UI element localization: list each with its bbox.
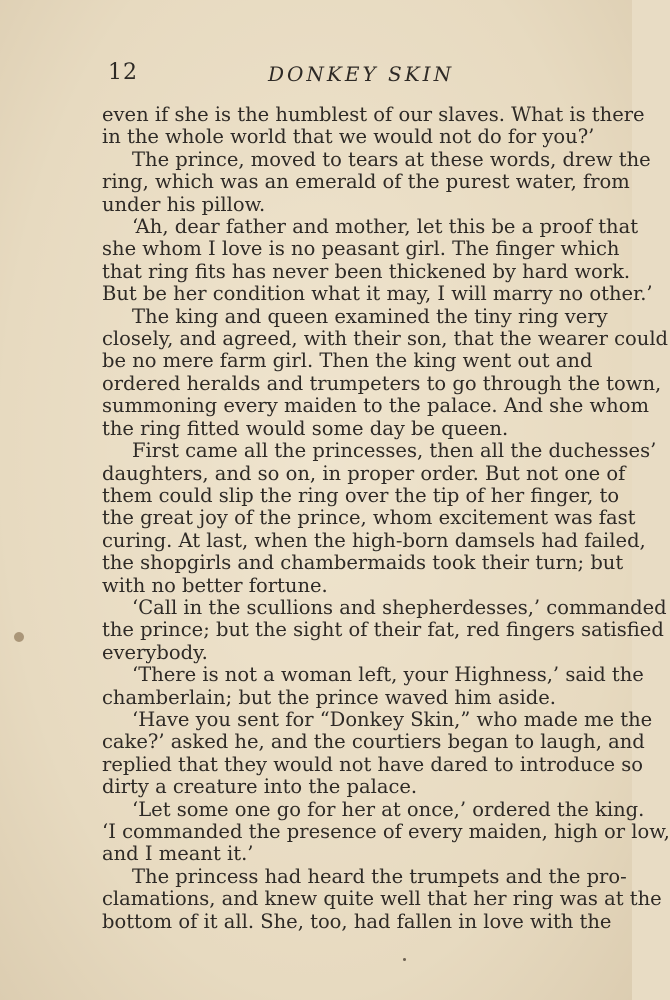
text-line: clamations, and knew quite well that her ring was at the [102, 887, 662, 911]
paper-stain [14, 632, 24, 642]
page-number: 12 [108, 60, 138, 85]
page-header [108, 60, 568, 92]
text-line: ordered heralds and trumpeters to go through the town, [102, 371, 662, 395]
body-text [102, 103, 670, 933]
text-line: The princess had heard the trumpets and the pro- [132, 864, 627, 888]
text-line: the prince; but the sight of their fat, red fingers satisfied [102, 618, 664, 642]
text-line: ‘Have you sent for “Donkey Skin,” who made me the [132, 707, 653, 731]
text-line: ‘There is not a woman left, your Highness,’ said the [132, 663, 644, 687]
text-line: that ring fits has never been thickened by hard work. [102, 259, 631, 283]
ink-speck [403, 958, 406, 961]
text-line: daughters, and so on, in proper order. But not one of [102, 461, 626, 485]
text-line: bottom of it all. She, too, had fallen in love with the [102, 909, 612, 933]
text-line: ‘I commanded the presence of every maiden, high or low, [102, 820, 670, 843]
text-line: The prince, moved to tears at these words, drew the [132, 147, 651, 171]
text-line: replied that they would not have dared to introduce so [102, 752, 643, 776]
text-line: dirty a creature into the palace. [102, 775, 418, 799]
text-line: But be her condition what it may, I will marry no other.’ [102, 282, 653, 306]
text-line: ‘Let some one go for her at once,’ ordered the king. [132, 797, 645, 821]
text-line: the great joy of the prince, whom excitement was fast [102, 506, 636, 530]
text-line: in the whole world that we would not do for you?’ [102, 125, 595, 149]
text-line: First came all the princesses, then all the duchesses’ [132, 439, 657, 463]
text-line: with no better fortune. [102, 573, 328, 597]
text-line: cake?’ asked he, and the courtiers began to laugh, and [102, 730, 645, 754]
text-line: she whom I love is no peasant girl. The finger which [102, 237, 620, 261]
text-line: even if she is the humblest of our slaves. What is there [102, 103, 645, 126]
text-line: them could slip the ring over the tip of her finger, to [102, 483, 620, 507]
text-line: everybody. [102, 640, 208, 664]
text-line: closely, and agreed, with their son, that the wearer could [102, 327, 669, 351]
text-line: curing. At last, when the high-born damsels had failed, [102, 528, 646, 552]
text-line: The king and queen examined the tiny ring very [132, 304, 608, 328]
text-line: under his pillow. [102, 192, 266, 216]
text-line: be no mere farm girl. Then the king went out and [102, 349, 593, 373]
running-title: DONKEY SKIN [268, 62, 455, 86]
text-line: ‘Ah, dear father and mother, let this be a proof that [132, 215, 639, 239]
text-line: the shopgirls and chambermaids took their turn; but [102, 551, 624, 575]
text-line: ‘Call in the scullions and shepherdesses,’ commanded [132, 595, 667, 619]
text-line: and I meant it.’ [102, 842, 254, 866]
text-line: the ring fitted would some day be queen. [102, 416, 509, 440]
text-line: summoning every maiden to the palace. And she whom [102, 394, 649, 418]
text-line: ring, which was an emerald of the purest water, from [102, 170, 630, 194]
text-line: chamberlain; but the prince waved him aside. [102, 685, 556, 709]
